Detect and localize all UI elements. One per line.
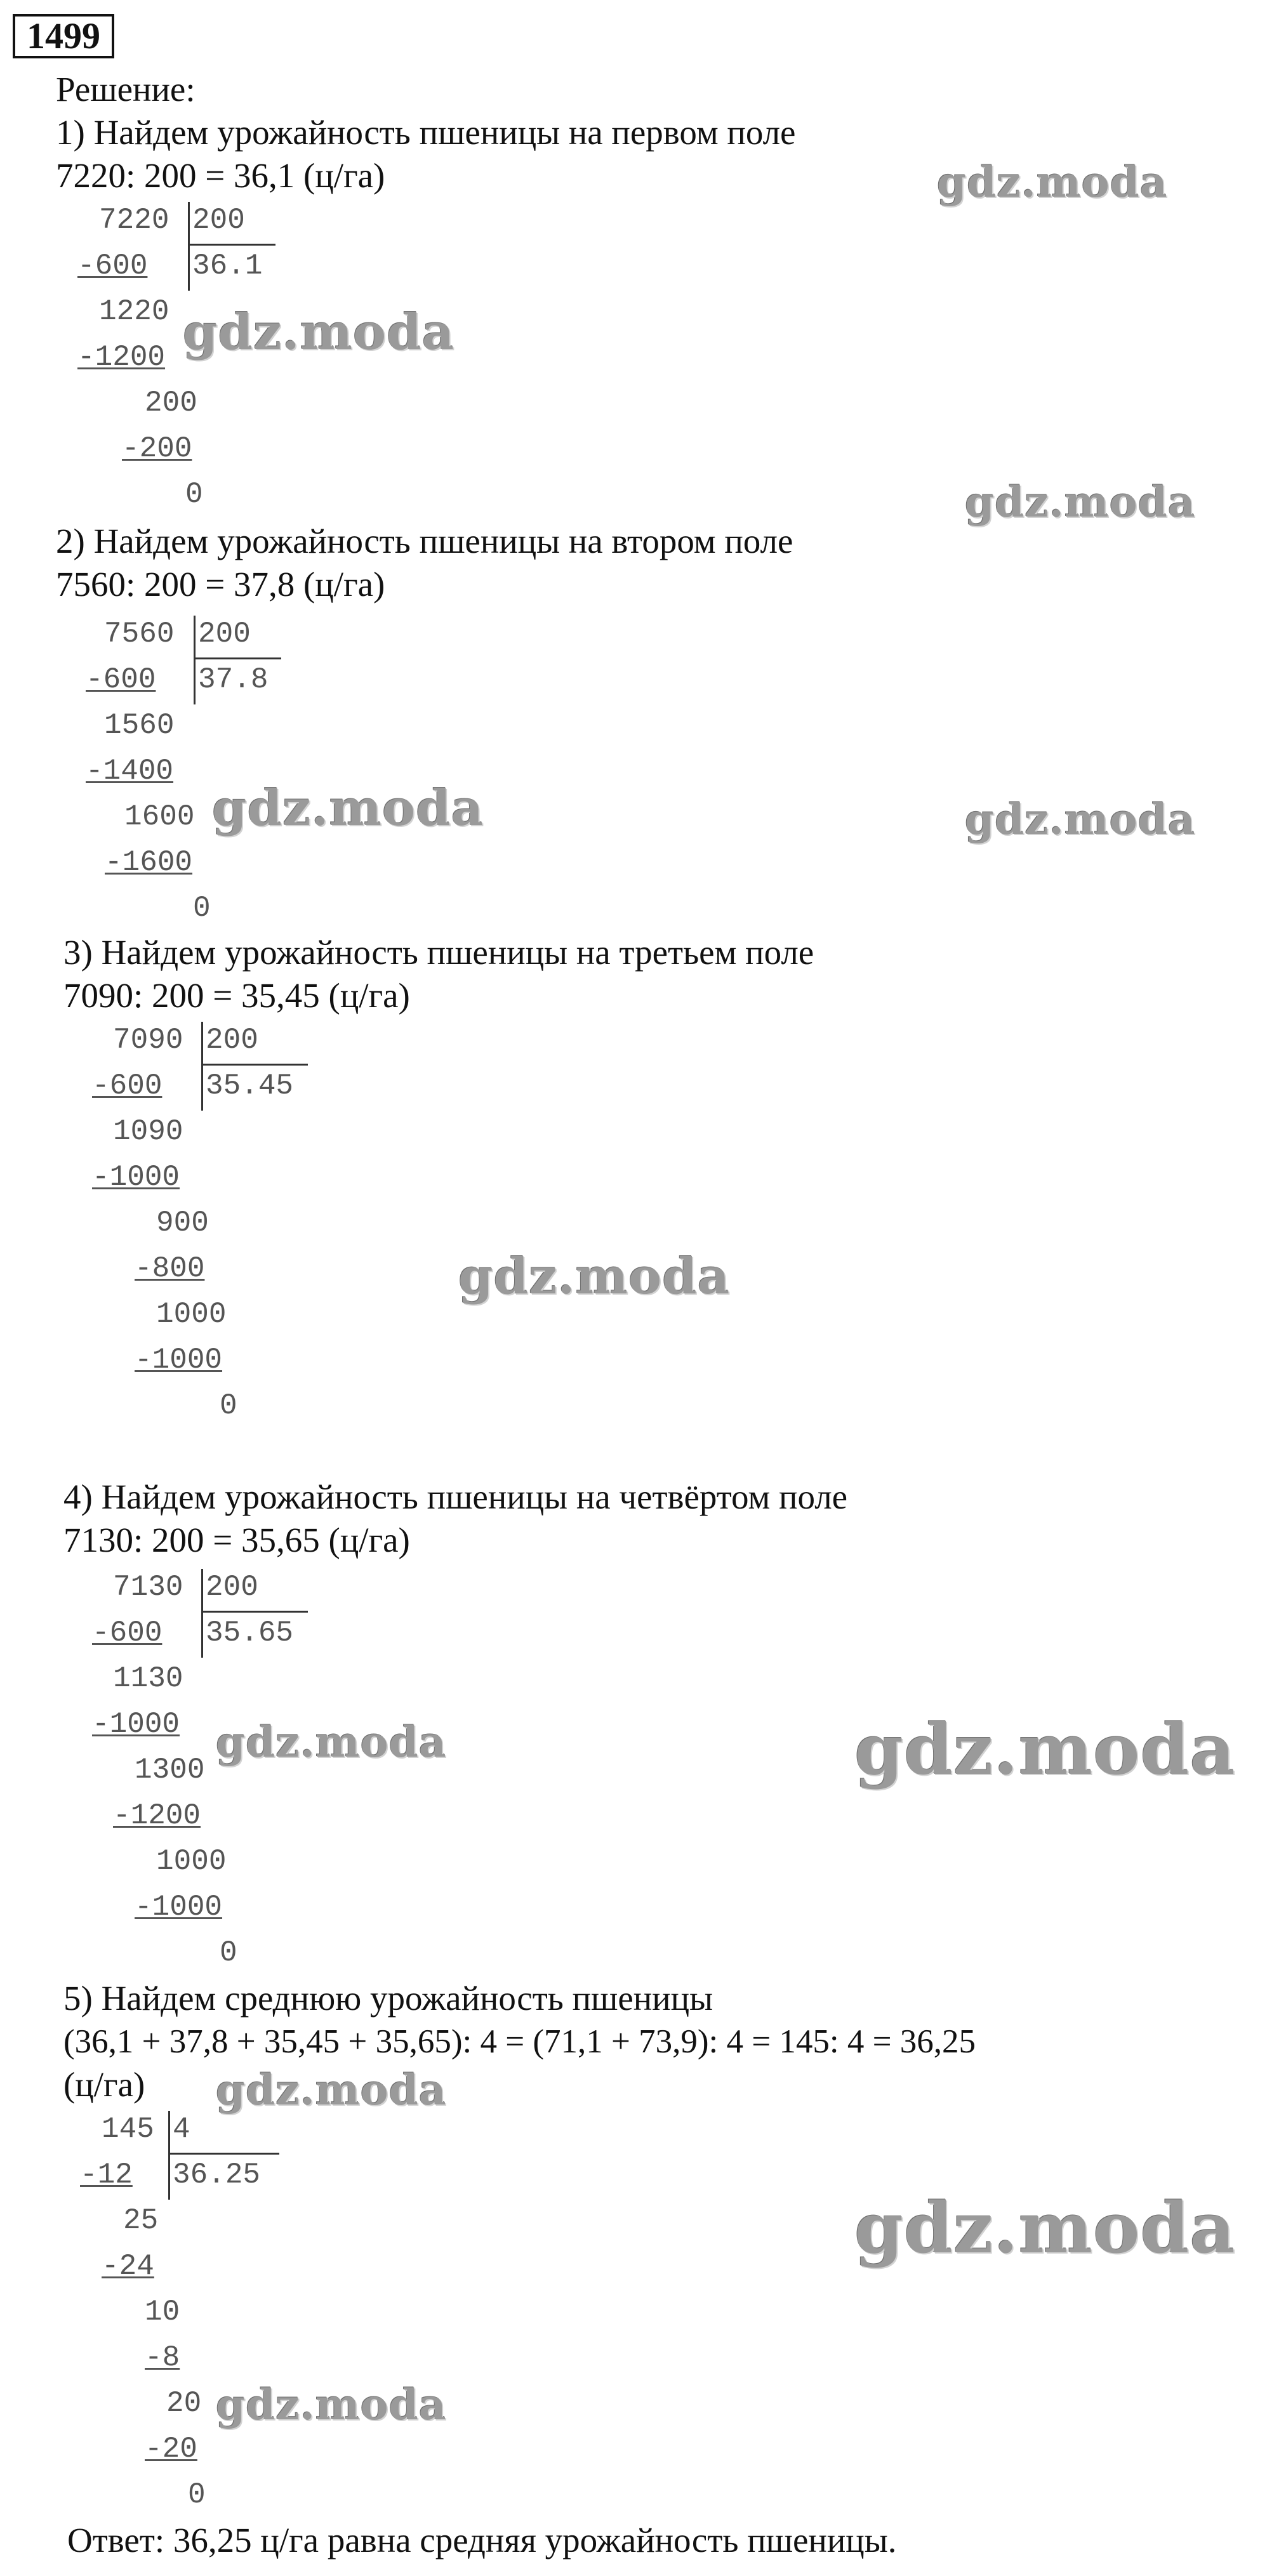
watermark: gdz.moda	[965, 795, 1196, 844]
remainder: 1130	[113, 1662, 183, 1695]
division-line	[194, 657, 281, 659]
step-equation: 7220: 200 = 36,1 (ц/га)	[56, 156, 385, 195]
division-line	[188, 244, 275, 246]
solution-label: Решение:	[56, 70, 196, 109]
remainder: 1560	[104, 709, 175, 742]
division-bar	[188, 202, 190, 291]
watermark: gdz.moda	[216, 2380, 447, 2429]
dividend: 7090	[113, 1024, 183, 1057]
subtrahend: -1000	[92, 1161, 180, 1194]
step-title: 5) Найдем среднюю урожайность пшеницы	[63, 1979, 713, 2018]
quotient: 37.8	[198, 663, 269, 696]
divisor: 200	[206, 1571, 258, 1604]
watermark: gdz.moda	[965, 477, 1196, 527]
subtrahend: -1600	[105, 846, 193, 879]
remainder: 1090	[113, 1115, 183, 1148]
remainder: 200	[145, 386, 197, 419]
step-equation: 7130: 200 = 35,65 (ц/га)	[63, 1521, 410, 1559]
remainder: 1600	[124, 800, 195, 833]
subtrahend: -600	[92, 1616, 163, 1649]
division-bar	[194, 616, 196, 704]
step-equation: 7560: 200 = 37,8 (ц/га)	[56, 565, 385, 604]
divisor: 4	[173, 2113, 190, 2146]
dividend: 7560	[104, 618, 175, 651]
step-title: 3) Найдем урожайность пшеницы на третьем поле	[63, 933, 814, 972]
remainder: 0	[188, 2478, 206, 2511]
watermark: gdz.moda	[854, 1708, 1236, 1790]
quotient: 35.65	[206, 1616, 294, 1649]
subtrahend: -1000	[135, 1891, 223, 1924]
dividend: 7130	[113, 1571, 183, 1604]
division-line	[168, 2153, 279, 2155]
subtrahend: -24	[102, 2250, 154, 2283]
subtrahend: -1200	[113, 1799, 201, 1832]
division-bar	[201, 1022, 203, 1111]
step-title: 4) Найдем урожайность пшеницы на четвёртом поле	[63, 1477, 848, 1516]
division-line	[201, 1611, 308, 1613]
watermark: gdz.moda	[854, 2187, 1236, 2269]
remainder: 1000	[156, 1845, 227, 1878]
watermark: gdz.moda	[216, 2065, 447, 2115]
remainder: 1000	[156, 1298, 227, 1331]
remainder: 0	[185, 478, 203, 511]
divisor: 200	[198, 618, 251, 651]
watermark: gdz.moda	[183, 303, 455, 361]
subtrahend: -600	[77, 249, 148, 282]
quotient: 35.45	[206, 1069, 294, 1102]
watermark: gdz.moda	[458, 1248, 731, 1305]
subtrahend: -200	[122, 432, 192, 465]
quotient: 36.1	[192, 249, 263, 282]
remainder: 25	[123, 2204, 159, 2237]
remainder: 1220	[99, 295, 169, 328]
step-equation: (36,1 + 37,8 + 35,45 + 35,65): 4 = (71,1 + 73,9): 4 = 145: 4 = 36,25	[63, 2023, 976, 2060]
remainder: 0	[220, 1389, 237, 1422]
division-line	[201, 1064, 308, 1066]
answer: Ответ: 36,25 ц/га равна средняя урожайность пшеницы.	[67, 2521, 897, 2559]
divisor: 200	[192, 204, 245, 237]
remainder: 0	[193, 892, 211, 925]
subtrahend: -800	[135, 1252, 205, 1285]
step-title: 2) Найдем урожайность пшеницы на втором поле	[56, 522, 793, 560]
remainder: 1300	[135, 1754, 205, 1787]
watermark: gdz.moda	[937, 157, 1168, 207]
dividend: 7220	[99, 204, 169, 237]
step-title: 1) Найдем урожайность пшеницы на первом поле	[56, 113, 796, 152]
remainder: 900	[156, 1206, 209, 1239]
task-number: 1499	[13, 14, 114, 58]
remainder: 10	[145, 2295, 180, 2328]
step-equation: 7090: 200 = 35,45 (ц/га)	[63, 976, 410, 1015]
dividend: 145	[102, 2113, 154, 2146]
subtrahend: -600	[86, 663, 156, 696]
subtrahend: -1000	[92, 1708, 180, 1741]
divisor: 200	[206, 1024, 258, 1057]
subtrahend: -8	[145, 2341, 180, 2374]
subtrahend: -1400	[86, 755, 174, 788]
watermark: gdz.moda	[216, 1717, 447, 1767]
subtrahend: -600	[92, 1069, 163, 1102]
subtrahend: -1200	[77, 341, 166, 374]
division-bar	[168, 2111, 170, 2200]
subtrahend: -12	[80, 2158, 133, 2191]
quotient: 36.25	[173, 2158, 261, 2191]
subtrahend: -20	[145, 2433, 197, 2466]
remainder: 0	[220, 1936, 237, 1969]
watermark: gdz.moda	[212, 779, 484, 837]
division-bar	[201, 1569, 203, 1658]
subtrahend: -1000	[135, 1344, 223, 1377]
remainder: 20	[166, 2387, 202, 2420]
step-equation-cont: (ц/га)	[63, 2065, 145, 2104]
